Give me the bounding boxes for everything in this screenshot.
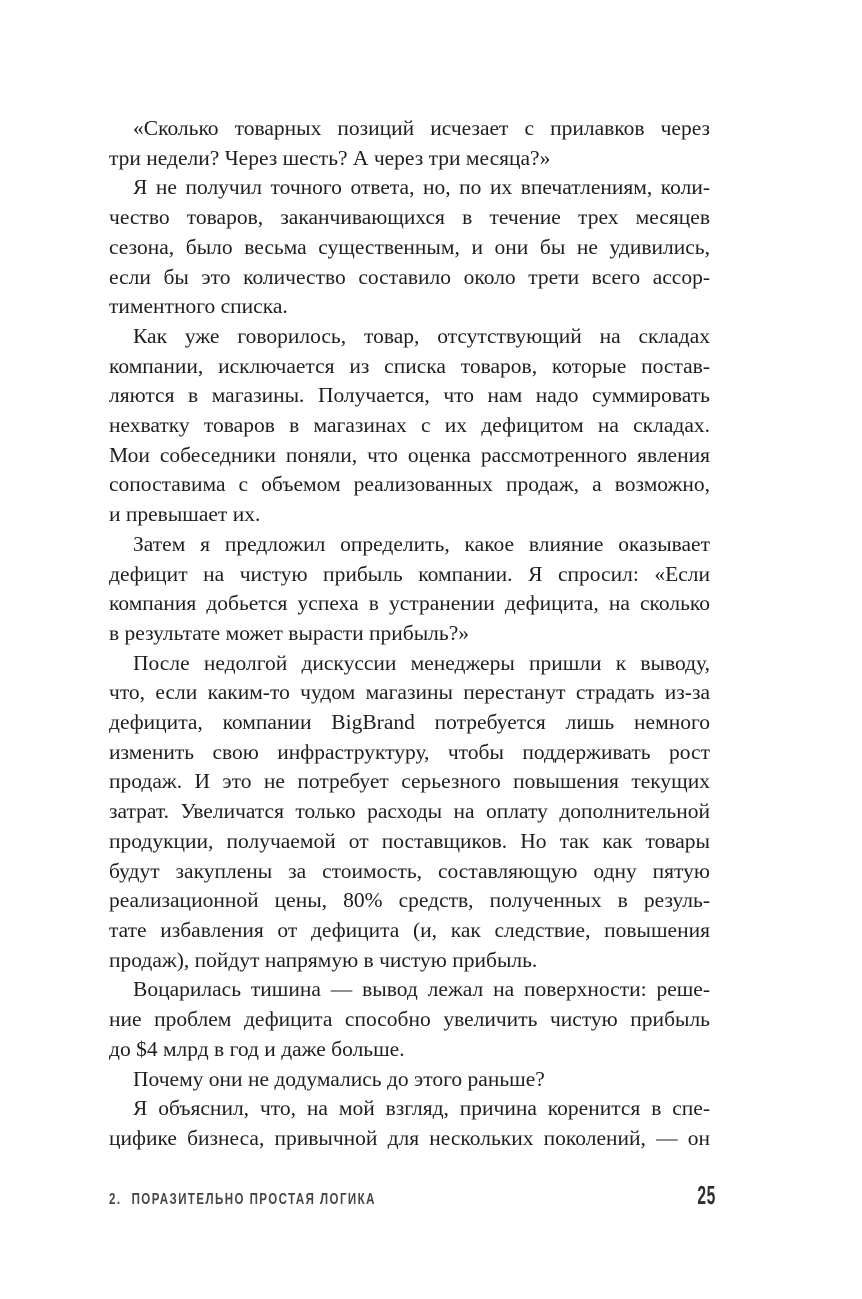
text-line: будут закуплены за стоимость, составляющую одну пятую [109, 858, 710, 883]
text-line: дефицит на чистую прибыль компании. Я спросил: «Если [109, 561, 710, 586]
text-line: и превышает их. [109, 502, 261, 527]
text-line: в результате может вырасти прибыль?» [109, 620, 469, 645]
paragraph [109, 649, 710, 976]
text-line: Я объяснил, что, на мой взгляд, причина коренится в спе- [133, 1096, 710, 1121]
paragraph [109, 1094, 710, 1153]
text-line: Воцарилась тишина — вывод лежал на поверхности: реше- [133, 977, 710, 1002]
text-line: если бы это количество составило около трети всего ассор- [109, 264, 710, 289]
text-line: реализационной цены, 80% средств, полученных в резуль- [109, 888, 710, 913]
text-line: «Сколько товарных позиций исчезает с прилавков через [133, 116, 710, 140]
folio-wrap [685, 1180, 716, 1211]
text-line: Почему они не додумались до этого раньше? [133, 1066, 545, 1091]
text-line: После недолгой дискуссии менеджеры пришли к выводу, [133, 650, 710, 675]
text-line: затрат. Увеличатся только расходы на оплату дополнительной [109, 799, 710, 824]
text-line: Я не получил точного ответа, но, по их впечатлениям, коли- [133, 175, 710, 200]
text-line: тате избавления от дефицита (и, как следствие, повышения [109, 917, 710, 942]
text-line: компания добьется успеха в устранении дефицита, на сколько [109, 591, 710, 616]
text-line: Как уже говорилось, товар, отсутствующий на складах [133, 323, 710, 348]
text-line: тиментного списка. [109, 294, 288, 319]
text-line: сопоставима с объемом реализованных продаж, а возможно, [109, 472, 710, 497]
text-line: нехватку товаров в магазинах с их дефицитом на складах. [109, 413, 710, 438]
paragraph [109, 975, 710, 1064]
text-line: продукции, получаемой от поставщиков. Но так как товары [109, 828, 710, 853]
text-line: что, если каким-то чудом магазины перестанут страдать из-за [109, 680, 710, 705]
paragraph [109, 173, 710, 322]
body-text [109, 114, 710, 1154]
text-line: цифике бизнеса, привычной для нескольких поколений, — он [109, 1125, 710, 1150]
text-line: ляются в магазины. Получается, что нам надо суммировать [109, 383, 710, 408]
text-line: Мои собеседники поняли, что оценка рассмотренного явления [109, 442, 710, 467]
paragraph [109, 322, 710, 530]
text-line: Затем я предложил определить, какое влияние оказывает [133, 531, 710, 556]
text-line: компании, исключается из списка товаров, которые постав- [109, 353, 710, 378]
text-line: сезона, было весьма существенным, и они бы не удивились, [109, 234, 710, 259]
paragraph [109, 114, 710, 173]
chapter-number: 2. [109, 1191, 122, 1208]
text-line: продаж. И это не потребует серьезного повышения текущих [109, 769, 710, 794]
text-line: три недели? Через шесть? А через три месяца?» [109, 145, 551, 170]
text-line: продаж), пойдут напрямую в чистую прибыль. [109, 947, 538, 972]
text-line: до $4 млрд в год и даже больше. [109, 1036, 405, 1061]
page-number: 25 [697, 1180, 716, 1210]
paragraph [109, 1065, 710, 1095]
page-footer [109, 1180, 716, 1211]
text-line: изменить свою инфраструктуру, чтобы поддерживать рост [109, 739, 710, 764]
paragraph [109, 530, 710, 649]
text-line: ние проблем дефицита способно увеличить чистую прибыль [109, 1007, 710, 1032]
text-line: дефицита, компании BigBrand потребуется лишь немного [109, 710, 710, 735]
running-head [109, 1191, 376, 1209]
chapter-title: ПОРАЗИТЕЛЬНО ПРОСТАЯ ЛОГИКА [131, 1191, 376, 1208]
text-line: чество товаров, заканчивающихся в течение трех месяцев [109, 205, 710, 230]
